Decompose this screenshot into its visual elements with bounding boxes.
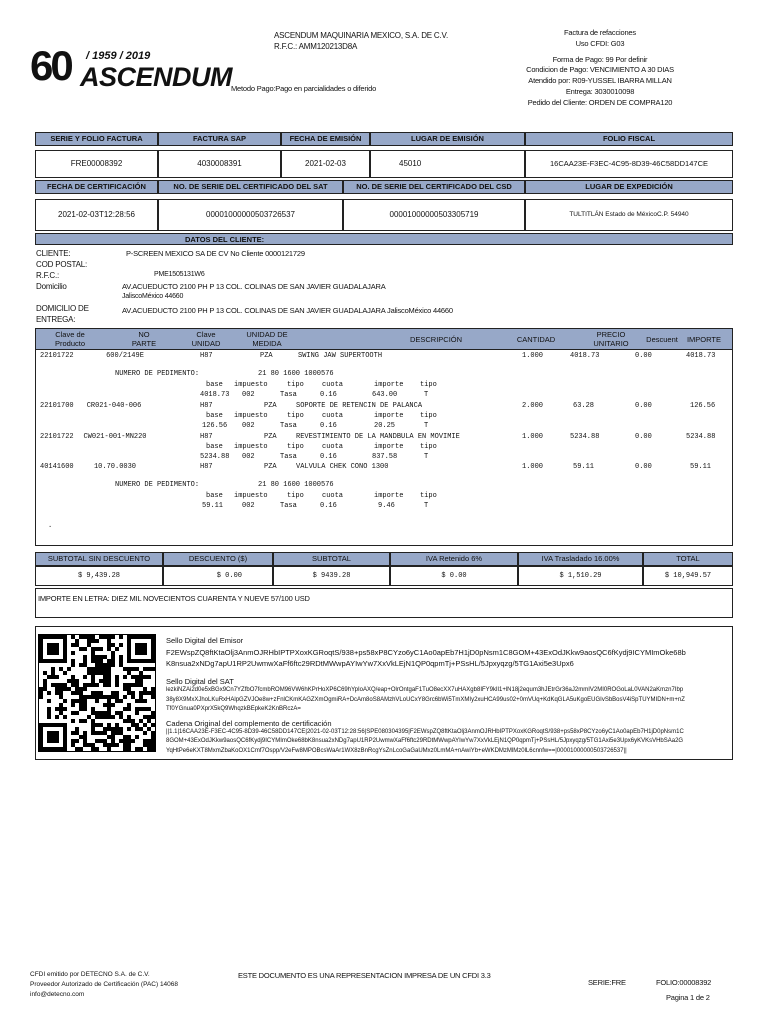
tot-descuento: $ 0.00: [163, 566, 273, 586]
item-descuento: 0.00: [635, 433, 652, 441]
footer-folio: FOLIO:00008392: [656, 978, 712, 987]
rfc-label: R.F.C.:: [36, 271, 60, 280]
logo-name: ASCENDUM: [80, 62, 233, 92]
item-precio: 4018.73: [570, 352, 600, 360]
col-clave-unidad: [180, 330, 232, 348]
footer-email: info@detecno.com: [30, 991, 85, 998]
entrega-value: AV.ACUEDUCTO 2100 PH P 13 COL. COLINAS DE SAN JAVIER GUADALAJARA JaliscoMéxico 44660: [122, 306, 453, 315]
item-importe: 59.11: [690, 463, 712, 471]
col-descuento: Descuent: [646, 335, 678, 344]
tax-importe: 837.58: [372, 453, 398, 461]
tax-h-cuota: cuota: [322, 381, 344, 389]
tax-cuota: 0.16: [320, 422, 337, 430]
col-clave-unidad-2: UNIDAD: [191, 339, 221, 348]
meta-atendido: Atendido por: R09-YUSSEL IBARRA MILLAN: [528, 76, 672, 86]
invoice-meta: [480, 28, 720, 109]
col-clave-producto-2: Producto: [54, 339, 86, 348]
tax-h-tipo: tipo: [287, 492, 304, 500]
item-clave-unidad: H87: [200, 463, 213, 471]
tax-t: T: [424, 502, 429, 510]
col-importe: IMPORTE: [686, 335, 722, 344]
col-no-parte: [114, 330, 174, 348]
cadena-title: Cadena Original del complemento de certificación: [166, 718, 332, 728]
tax-h-impuesto: impuesto: [234, 443, 268, 451]
tax-importe: 20.25: [374, 422, 396, 430]
col-no-parte-1: NO: [138, 330, 150, 339]
val-serie-sat: 00001000000503726537: [158, 199, 343, 231]
tax-h-tipo: tipo: [287, 381, 304, 389]
tot-h-iva-ret: IVA Retenido 6%: [390, 552, 518, 566]
meta-tipo: Factura de refacciones: [564, 28, 636, 37]
rfc-value: PME1505131W6: [154, 271, 205, 278]
tax-h-tipo: tipo: [287, 443, 304, 451]
qr-code: [38, 634, 156, 752]
item-clave: 40141600: [40, 463, 74, 471]
tax-cuota: 0.16: [320, 391, 337, 399]
domicilio-value-1: AV.ACUEDUCTO 2100 PH P 13 COL. COLINAS DE SAN JAVIER GUADALAJARA: [122, 282, 386, 291]
item-descripcion: SOPORTE DE RETENCIN DE PALANCA: [296, 402, 423, 410]
domicilio-value-2: JaliscoMéxico 44660: [122, 293, 184, 300]
tax-impuesto: 002: [242, 391, 255, 399]
tax-h-base: base: [206, 381, 223, 389]
tot-h-iva-tras: IVA Trasladado 16.00%: [518, 552, 643, 566]
item-clave-unidad: H87: [200, 352, 213, 360]
col-unidad-medida-1: UNIDAD DE: [246, 330, 288, 339]
tot-h-subtotal-sin: SUBTOTAL SIN DESCUENTO: [35, 552, 163, 566]
item-clave: 22101722: [40, 352, 74, 360]
val-lugar-exp: TULTITLÁN Estado de MéxicoC.P. 54940: [525, 199, 733, 231]
val-lugar-emision-text: 45010: [399, 159, 422, 168]
emisor-title: Sello Digital del Emisor: [166, 636, 244, 645]
tax-h-tipo: tipo: [287, 412, 304, 420]
tot-total: $ 10,949.57: [643, 566, 733, 586]
item-precio: 59.11: [573, 463, 595, 471]
tax-cuota: 0.16: [320, 502, 337, 510]
items-frame: [35, 350, 733, 546]
tot-subtotal: $ 9439.28: [273, 566, 390, 586]
item-unidad: PZA: [260, 352, 273, 360]
tax-h-base: base: [206, 412, 223, 420]
footer-pac-1: CFDI emitido por DETECNO S.A. de C.V.: [30, 971, 150, 978]
item-parte: 600/2149E: [106, 352, 144, 360]
col-clave-producto: [40, 330, 100, 348]
tax-h-base: base: [206, 443, 223, 451]
tax-h-cuota: cuota: [322, 492, 344, 500]
tax-base: 4018.73: [200, 391, 230, 399]
tax-h-tipo2: tipo: [420, 443, 437, 451]
importe-letra-box: [35, 588, 733, 618]
stray-dot: .: [48, 522, 53, 530]
hdr-lugar-emision: LUGAR DE EMISIÓN: [370, 132, 525, 146]
logo-years: / 1959 / 2019: [86, 50, 151, 62]
hdr-lugar-exp: LUGAR DE EXPEDICIÓN: [525, 180, 733, 194]
col-unidad-medida: [232, 330, 302, 348]
pedimento-label: NUMERO DE PEDIMENTO:: [115, 370, 200, 378]
importe-letra: IMPORTE EN LETRA: DIEZ MIL NOVECIENTOS CUARENTA Y NUEVE 57/100 USD: [38, 594, 310, 603]
item-clave: 22101700: [40, 402, 74, 410]
hdr-factura-sap: FACTURA SAP: [158, 132, 281, 146]
tax-h-importe: importe: [374, 492, 404, 500]
item-descripcion: REVESTIMIENTO DE LA MANDBULA EN MOVIMIE: [296, 433, 460, 441]
item-precio: 63.28: [573, 402, 595, 410]
item-clave-unidad: H87: [200, 433, 213, 441]
tax-impuesto: 002: [242, 502, 255, 510]
client-label: CLIENTE:: [36, 249, 71, 258]
item-precio: 5234.88: [570, 433, 600, 441]
tax-importe: 9.46: [378, 502, 395, 510]
tax-h-importe: importe: [374, 443, 404, 451]
col-no-parte-2: PARTE: [131, 339, 157, 348]
tax-t: T: [424, 453, 429, 461]
item-importe: 5234.88: [686, 433, 716, 441]
hdr-serie-csd: NO. DE SERIE DEL CERTIFICADO DEL CSD: [343, 180, 525, 194]
tot-h-total: TOTAL: [643, 552, 733, 566]
hdr-folio-fiscal: FOLIO FISCAL: [525, 132, 733, 146]
tot-h-descuento: DESCUENTO ($): [163, 552, 273, 566]
item-cantidad: 2.000: [522, 402, 544, 410]
tot-iva-ret: $ 0.00: [390, 566, 518, 586]
item-unidad: PZA: [264, 463, 277, 471]
tax-base: 5234.88: [200, 453, 230, 461]
footer-center: ESTE DOCUMENTO ES UNA REPRESENTACION IMPRESA DE UN CFDI 3.3: [238, 971, 491, 980]
item-importe: 4018.73: [686, 352, 716, 360]
hdr-fecha-emision: FECHA DE EMISIÓN: [281, 132, 370, 146]
item-descripcion: VALVULA CHEK CONO 1300: [296, 463, 389, 471]
item-clave-unidad: H87: [200, 402, 213, 410]
tax-cuota: 0.16: [320, 453, 337, 461]
entrega-label-2: ENTREGA:: [36, 315, 76, 324]
client-value: P-SCREEN MEXICO SA DE CV No Cliente 0000121729: [126, 249, 305, 258]
tax-h-tipo2: tipo: [420, 412, 437, 420]
footer-page: Pagina 1 de 2: [666, 993, 710, 1002]
val-fecha-cert: 2021-02-03T12:28:56: [35, 199, 158, 231]
tax-h-cuota: cuota: [322, 412, 344, 420]
hdr-serie-sat: NO. DE SERIE DEL CERTIFICADO DEL SAT: [158, 180, 343, 194]
tax-tipo: Tasa: [280, 422, 297, 430]
sat-value: lezkiNZAi2d0e5xBGx9Cn7YZfbO7fcmbROM96VW6hKPrHoXP6C69hYpIoAXQ/eap+OlrOntgaF1TuO8ecXX7uHAXgb8IFY9klI1+lN18j2equm3hJEtrGr36aJ2mmIV2MI0ROGoLaL0VAN2aKmzn7Ibp38y8X9MxXJhoLKuRxHAlpGZVJOe8w+zFnlCKmKAGZXmOgmiRA+DcAm8oS8AMzhVLoUCxY8Grc6bWi5TmXMIy2xuHCA99us02+0mVUq+KdKqGLA5uKgoEUGIvSbBosV4iSpTUYMIDN+m+nZTf0YGnua0PXprX5kQ9WhqzkBEpkeK2KnBRczA=: [166, 687, 685, 712]
entrega-label-1: DOMICILIO DE: [36, 304, 89, 313]
col-precio-1: PRECIO: [596, 330, 626, 339]
col-clave-producto-1: Clave de: [55, 330, 85, 339]
tax-h-impuesto: impuesto: [234, 492, 268, 500]
tot-subtotal-sin: $ 9,439.28: [35, 566, 163, 586]
pedimento-value: 21 80 1600 1000576: [258, 370, 334, 378]
seal-content: [166, 636, 686, 756]
col-precio-2: UNITARIO: [593, 339, 629, 348]
item-unidad: PZA: [264, 402, 277, 410]
client-header-bar: [35, 233, 733, 245]
col-cantidad: CANTIDAD: [516, 335, 556, 344]
meta-condicion: Condicion de Pago: VENCIMIENTO A 30 DIAS: [526, 65, 674, 75]
company-logo: [30, 42, 233, 94]
meta-pedido: Pedido del Cliente: ORDEN DE COMPRA120: [527, 97, 673, 107]
tax-h-cuota: cuota: [322, 443, 344, 451]
cp-label: COD POSTAL:: [36, 260, 87, 269]
val-folio-fiscal: 16CAA23E-F3EC-4C95-8D39-46C58DD147CE: [525, 150, 733, 178]
tax-tipo: Tasa: [280, 502, 297, 510]
tax-tipo: Tasa: [280, 391, 297, 399]
tax-impuesto: 002: [242, 422, 255, 430]
metodo-pago: Metodo Pago:Pago en parcialidades o diferido: [231, 84, 377, 93]
col-unidad-medida-2: MEDIDA: [252, 339, 282, 348]
footer-pac-2: Proveedor Autorizado de Certificación (PAC) 14068: [30, 981, 179, 988]
tax-importe: 643.00: [372, 391, 398, 399]
tax-h-importe: importe: [374, 381, 404, 389]
tax-tipo: Tasa: [280, 453, 297, 461]
tax-h-importe: importe: [374, 412, 404, 420]
col-descripcion: DESCRIPCIÓN: [409, 335, 463, 344]
val-serie-csd: 00001000000503305719: [343, 199, 525, 231]
item-parte: CR021-040-006: [86, 402, 142, 410]
val-factura-sap: 4030008391: [158, 150, 281, 178]
domicilio-label: Domicilio: [36, 282, 67, 291]
item-parte: 10.70.0030: [93, 463, 136, 471]
val-lugar-emision: [370, 150, 525, 178]
tot-h-subtotal: SUBTOTAL: [273, 552, 390, 566]
sat-title: Sello Digital del SAT: [166, 677, 234, 686]
logo-60: 60: [30, 42, 71, 89]
item-cantidad: 1.000: [522, 433, 544, 441]
pedimento-value: 21 80 1600 1000576: [258, 481, 334, 489]
tax-base: 59.11: [202, 502, 224, 510]
tax-t: T: [424, 422, 429, 430]
item-clave: 22101722: [40, 433, 74, 441]
meta-entrega: Entrega: 3030010098: [565, 86, 635, 96]
item-descuento: 0.00: [635, 352, 652, 360]
pedimento-label: NUMERO DE PEDIMENTO:: [115, 481, 200, 489]
tax-h-tipo2: tipo: [420, 381, 437, 389]
item-importe: 126.56: [690, 402, 716, 410]
item-descuento: 0.00: [635, 402, 652, 410]
tax-t: T: [424, 391, 429, 399]
val-serie-folio: FRE00008392: [35, 150, 158, 178]
item-cantidad: 1.000: [522, 352, 544, 360]
client-section-title: DATOS DEL CLIENTE:: [185, 235, 265, 244]
tax-h-tipo2: tipo: [420, 492, 437, 500]
hdr-serie-folio: SERIE Y FOLIO FACTURA: [35, 132, 158, 146]
item-parte: CW021-001-MN220: [83, 433, 147, 441]
footer-left: [30, 970, 178, 1000]
emisor-value: F2EWspZQ8ftKtaOlj3AnmOJRHbIPTPXoxKGRoqtS/938+ps58xP8CYzo6yC1Ao0apEb7H1jD0pNsm1C8GOM+43ExOdJKkw9aosQC6fKydj9ICYMImOke68bK8nsua2xNDg7apU1RP2UwmwXaFf6ftc29RDtMWwpAYIwYw7XxVkLEjN1QP0qpmTj+PSsHL/5Jpxyqzg/5TG1Axi5e3Upx6: [166, 648, 686, 668]
meta-uso: Uso CFDI: G03: [575, 38, 625, 48]
col-clave-unidad-1: Clave: [196, 330, 216, 339]
company-rfc: R.F.C.: AMM120213D8A: [274, 42, 358, 51]
meta-forma: Forma de Pago: 99 Por definir: [552, 54, 648, 64]
tax-base: 126.56: [202, 422, 228, 430]
tax-h-base: base: [206, 492, 223, 500]
tot-iva-tras: $ 1,510.29: [518, 566, 643, 586]
company-name: ASCENDUM MAQUINARIA MEXICO, S.A. DE C.V.: [274, 31, 448, 40]
item-cantidad: 1.000: [522, 463, 544, 471]
hdr-fecha-cert: FECHA DE CERTIFICACIÓN: [35, 180, 158, 194]
cadena-value: ||1.1|16CAA23E-F3EC-4C95-8D39-46C58DD147CE|2021-02-03T12:28:56|SPE080304395|F2EWspZQ8ftKtaOlj3AnmOJRHbIPTPXoxKGRoqtS/938+ps58xP8CYzo6yC1Ao0apEb7H1jD0pNsm1C8GOM+43ExOdJKkw9aosQC6fKydj9ICYMImOke68bK8nsua2xNDg7apU1RP2UwmwXaFf6ftc29RDtMWwpAYIwYw7XxVkLEjN1QP0qpmTj+PSsHL/5Jpxyqzg/5TG1Axi5e3Upx6yKVKsVHbSAa2GYqHtPe6eKXT8MxmZbaKoOX1Cmf7Ospp/V2eFw8MPOBcsWaAr1WX8zBnRcgYsZnLcoGaGaUMxz0LmMA+nAwiYb+eWKDMzMlMz0lL6cnnfw==|00001000000503726537||: [166, 728, 684, 754]
tax-h-impuesto: impuesto: [234, 381, 268, 389]
items-header-bar: [35, 328, 733, 350]
tax-h-impuesto: impuesto: [234, 412, 268, 420]
item-unidad: PZA: [264, 433, 277, 441]
footer-serie: SERIE:FRE: [588, 978, 626, 987]
tax-impuesto: 002: [242, 453, 255, 461]
item-descripcion: SWING JAW SUPERTOOTH: [298, 352, 383, 360]
val-fecha-emision: 2021-02-03: [281, 150, 370, 178]
item-descuento: 0.00: [635, 463, 652, 471]
